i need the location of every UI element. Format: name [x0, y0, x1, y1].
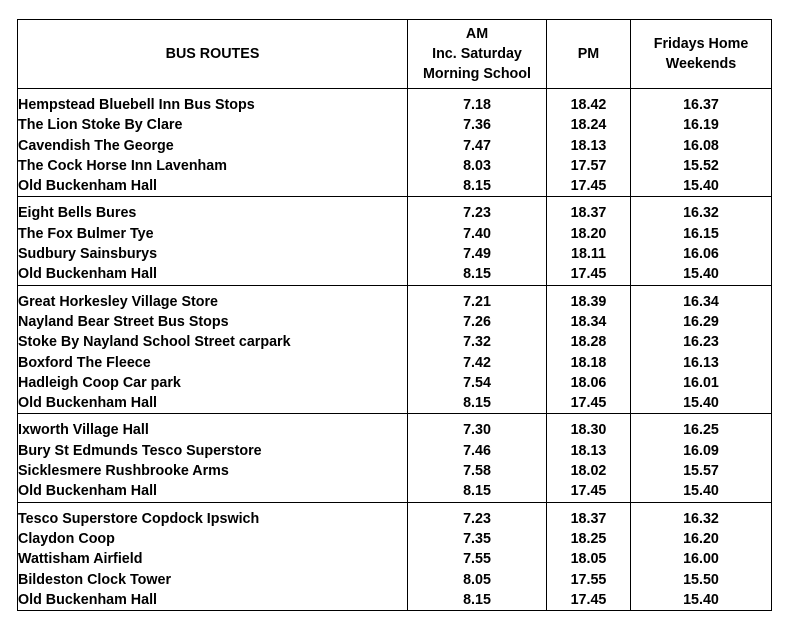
am-time: 7.49 [408, 244, 547, 264]
stop-name: Old Buckenham Hall [18, 264, 408, 285]
am-time: 8.05 [408, 570, 547, 590]
stop-name: Sicklesmere Rushbrooke Arms [18, 461, 408, 481]
stop-name: Claydon Coop [18, 529, 408, 549]
stop-row [18, 285, 772, 312]
am-time: 7.47 [408, 136, 547, 156]
stop-row [18, 393, 772, 414]
friday-time: 15.57 [631, 461, 772, 481]
pm-time: 18.02 [547, 461, 631, 481]
pm-time: 17.57 [547, 156, 631, 176]
friday-time: 16.37 [631, 89, 772, 116]
friday-time: 16.29 [631, 312, 772, 332]
stop-name: Boxford The Fleece [18, 353, 408, 373]
am-time: 8.03 [408, 156, 547, 176]
am-time: 8.15 [408, 264, 547, 285]
stop-name: Hadleigh Coop Car park [18, 373, 408, 393]
stop-row [18, 156, 772, 176]
routes-header: BUS ROUTES [18, 20, 408, 89]
stop-row [18, 590, 772, 611]
am-time: 7.42 [408, 353, 547, 373]
stop-row [18, 89, 772, 116]
am-time: 8.15 [408, 590, 547, 611]
stop-name: Old Buckenham Hall [18, 481, 408, 502]
friday-time: 16.01 [631, 373, 772, 393]
am-time: 7.35 [408, 529, 547, 549]
pm-time: 18.39 [547, 285, 631, 312]
pm-time: 18.13 [547, 441, 631, 461]
am-time: 7.54 [408, 373, 547, 393]
stop-name: Stoke By Nayland School Street carpark [18, 332, 408, 352]
am-time: 7.30 [408, 414, 547, 441]
stop-row [18, 502, 772, 529]
stop-name: Sudbury Sainsburys [18, 244, 408, 264]
am-time: 7.36 [408, 115, 547, 135]
stop-row [18, 332, 772, 352]
stop-name: Hempstead Bluebell Inn Bus Stops [18, 89, 408, 116]
stop-name: Old Buckenham Hall [18, 393, 408, 414]
am-time: 7.58 [408, 461, 547, 481]
am-header-line2: Inc. Saturday [432, 46, 522, 62]
pm-time: 18.28 [547, 332, 631, 352]
am-time: 7.18 [408, 89, 547, 116]
stop-row [18, 224, 772, 244]
friday-time: 16.20 [631, 529, 772, 549]
pm-time: 18.25 [547, 529, 631, 549]
am-time: 8.15 [408, 481, 547, 502]
stop-name: Cavendish The George [18, 136, 408, 156]
friday-time: 16.23 [631, 332, 772, 352]
stop-name: Wattisham Airfield [18, 549, 408, 569]
bus-timetable [17, 19, 772, 611]
fridays-header [631, 20, 772, 89]
pm-time: 17.45 [547, 176, 631, 197]
stop-row [18, 176, 772, 197]
stop-name: Nayland Bear Street Bus Stops [18, 312, 408, 332]
stop-row [18, 570, 772, 590]
am-time: 7.32 [408, 332, 547, 352]
pm-time: 17.45 [547, 590, 631, 611]
friday-time: 15.52 [631, 156, 772, 176]
am-time: 7.23 [408, 197, 547, 224]
friday-time: 15.50 [631, 570, 772, 590]
stop-row [18, 115, 772, 135]
friday-time: 15.40 [631, 590, 772, 611]
pm-time: 18.06 [547, 373, 631, 393]
stop-name: Bildeston Clock Tower [18, 570, 408, 590]
stop-name: Bury St Edmunds Tesco Superstore [18, 441, 408, 461]
pm-time: 18.42 [547, 89, 631, 116]
stop-row [18, 353, 772, 373]
am-header [408, 20, 547, 89]
pm-time: 18.13 [547, 136, 631, 156]
stop-row [18, 441, 772, 461]
stop-row [18, 461, 772, 481]
friday-time: 15.40 [631, 481, 772, 502]
stop-name: Old Buckenham Hall [18, 590, 408, 611]
stop-row [18, 264, 772, 285]
pm-time: 17.45 [547, 264, 631, 285]
am-time: 7.21 [408, 285, 547, 312]
friday-time: 16.32 [631, 502, 772, 529]
am-header-line1: AM [465, 26, 489, 42]
stop-name: Tesco Superstore Copdock Ipswich [18, 502, 408, 529]
stop-name: The Cock Horse Inn Lavenham [18, 156, 408, 176]
am-time: 7.46 [408, 441, 547, 461]
friday-time: 15.40 [631, 176, 772, 197]
pm-header: PM [547, 20, 631, 89]
stop-name: Ixworth Village Hall [18, 414, 408, 441]
friday-time: 16.13 [631, 353, 772, 373]
stop-name: The Lion Stoke By Clare [18, 115, 408, 135]
timetable-body [18, 89, 772, 611]
am-time: 7.26 [408, 312, 547, 332]
stop-name: Great Horkesley Village Store [18, 285, 408, 312]
am-time: 7.55 [408, 549, 547, 569]
stop-row [18, 481, 772, 502]
stop-row [18, 197, 772, 224]
stop-row [18, 136, 772, 156]
pm-time: 18.37 [547, 502, 631, 529]
am-time: 8.15 [408, 393, 547, 414]
friday-time: 15.40 [631, 393, 772, 414]
am-time: 8.15 [408, 176, 547, 197]
pm-time: 17.55 [547, 570, 631, 590]
stop-row [18, 312, 772, 332]
am-header-line3: Morning School [422, 66, 531, 82]
header-row [18, 20, 772, 89]
friday-time: 16.08 [631, 136, 772, 156]
friday-time: 16.19 [631, 115, 772, 135]
am-time: 7.40 [408, 224, 547, 244]
friday-time: 15.40 [631, 264, 772, 285]
pm-time: 18.18 [547, 353, 631, 373]
am-time: 7.23 [408, 502, 547, 529]
fridays-header-line1: Fridays Home [653, 36, 749, 52]
pm-time: 17.45 [547, 481, 631, 502]
pm-time: 18.30 [547, 414, 631, 441]
fridays-header-line2: Weekends [665, 56, 737, 72]
stop-name: Old Buckenham Hall [18, 176, 408, 197]
friday-time: 16.32 [631, 197, 772, 224]
stop-row [18, 414, 772, 441]
friday-time: 16.06 [631, 244, 772, 264]
friday-time: 16.25 [631, 414, 772, 441]
friday-time: 16.34 [631, 285, 772, 312]
friday-time: 16.15 [631, 224, 772, 244]
stop-row [18, 244, 772, 264]
pm-time: 18.34 [547, 312, 631, 332]
stop-row [18, 373, 772, 393]
pm-time: 18.05 [547, 549, 631, 569]
friday-time: 16.00 [631, 549, 772, 569]
stop-row [18, 549, 772, 569]
friday-time: 16.09 [631, 441, 772, 461]
pm-time: 18.24 [547, 115, 631, 135]
pm-time: 18.37 [547, 197, 631, 224]
pm-time: 18.11 [547, 244, 631, 264]
pm-time: 17.45 [547, 393, 631, 414]
stop-name: Eight Bells Bures [18, 197, 408, 224]
stop-row [18, 529, 772, 549]
stop-name: The Fox Bulmer Tye [18, 224, 408, 244]
pm-time: 18.20 [547, 224, 631, 244]
